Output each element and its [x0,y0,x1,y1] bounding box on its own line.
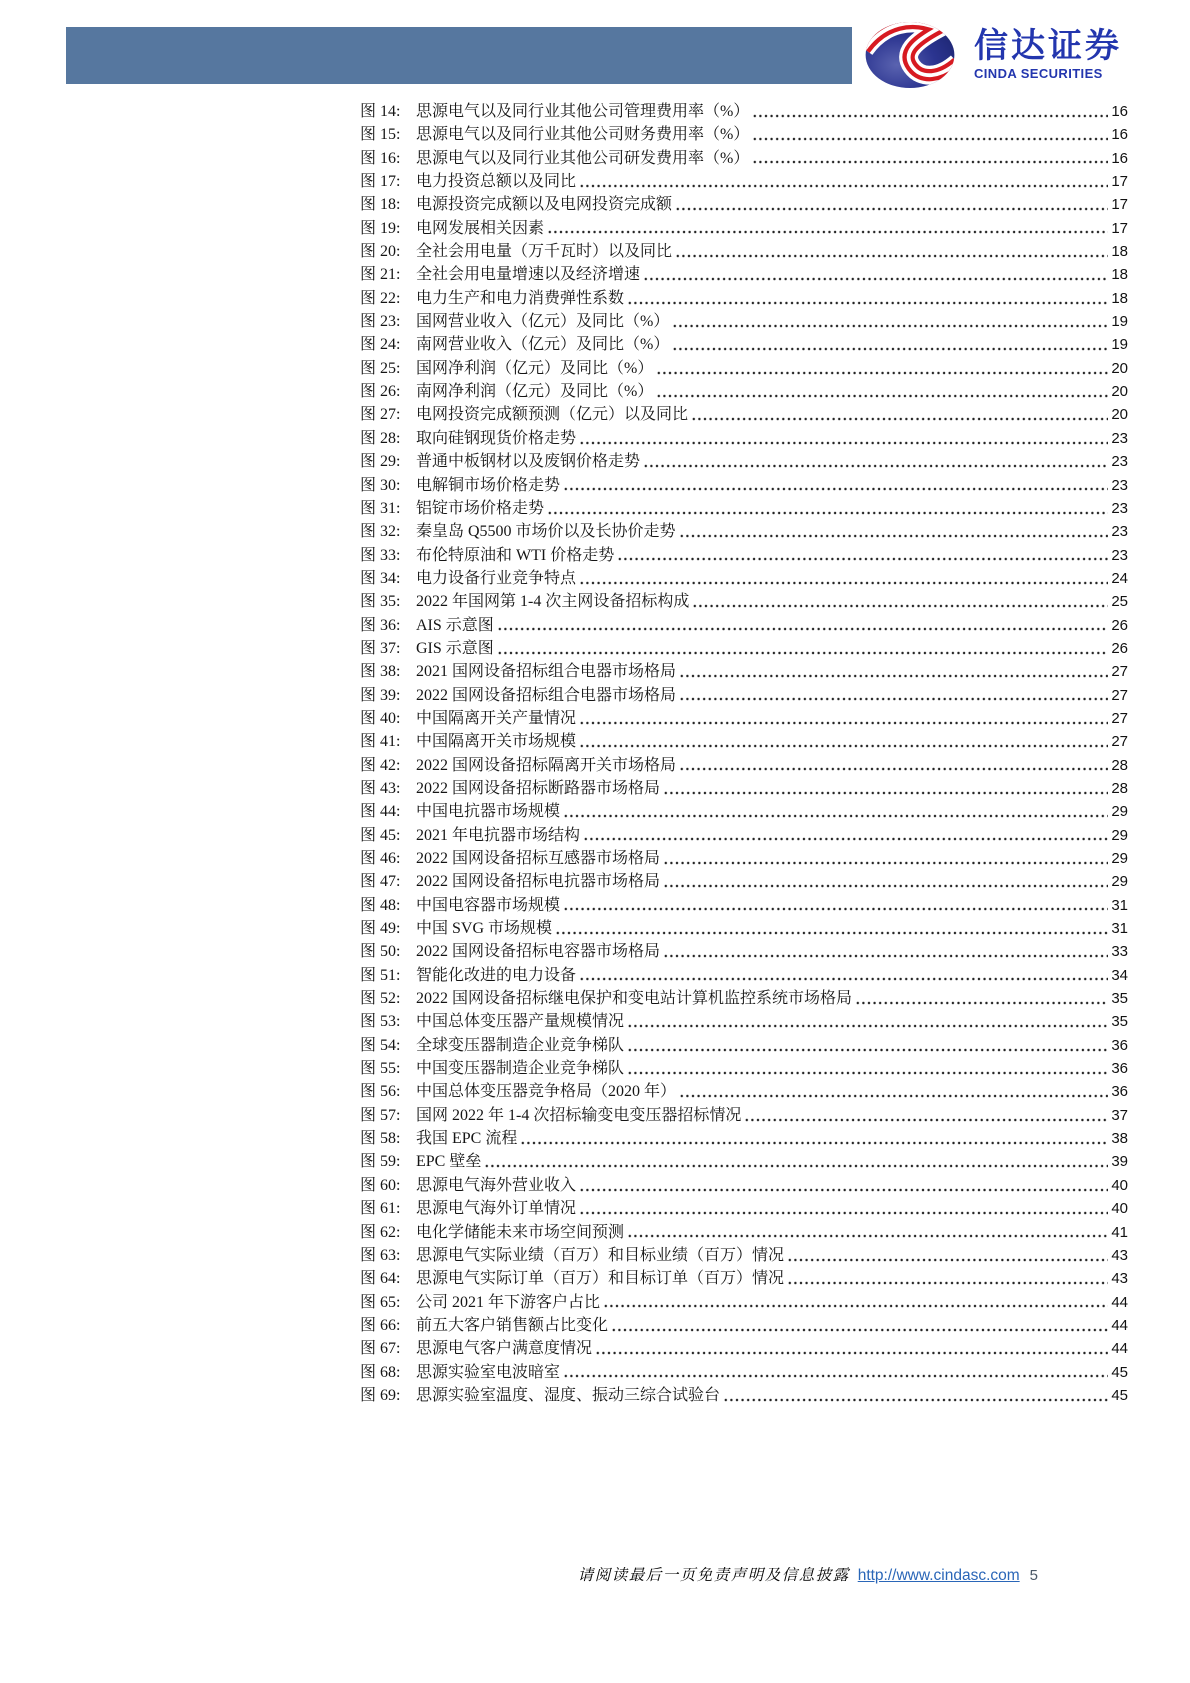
dot-leader [579,567,1108,590]
toc-entry-title: 电源投资完成额以及电网投资完成额 [416,196,673,214]
toc-entry-page: 43 [1111,1270,1128,1288]
dot-leader [563,474,1108,497]
toc-entry-row[interactable] [360,847,1128,870]
toc-entry-label: 图 43: [360,779,401,797]
toc-entry-label: 图 23: [360,313,401,331]
dot-leader [656,380,1108,403]
toc-entry-row[interactable] [360,940,1128,963]
toc-entry-title: 思源电气海外营业收入 [416,1176,577,1194]
dot-leader [679,1080,1108,1103]
dot-leader [595,1337,1108,1360]
toc-entry-row[interactable] [360,1127,1128,1150]
dot-leader [484,1150,1108,1173]
toc-entry-page: 19 [1111,313,1128,331]
toc-entry-title: 中国电抗器市场规模 [416,803,561,821]
toc-entry-title: 南网净利润（亿元）及同比（%） [416,383,654,401]
toc-entry-page: 23 [1111,429,1128,447]
toc-entry-title: 2022 国网设备招标互感器市场格局 [416,850,661,867]
dot-leader [520,1127,1108,1150]
toc-entry-row[interactable] [360,870,1128,893]
toc-entry-label: 图 52: [360,990,401,1008]
dot-leader [497,637,1109,660]
toc-entry-row[interactable] [360,777,1128,800]
toc-entry-row[interactable] [360,660,1128,683]
dot-leader [497,614,1109,637]
toc-entry-page: 20 [1111,383,1128,401]
toc-entry-row[interactable] [360,520,1128,543]
toc-entry-row[interactable] [360,1337,1128,1360]
dot-leader [563,800,1108,823]
toc-entry-label: 图 47: [360,873,401,891]
toc-entry-page: 41 [1111,1223,1128,1241]
toc-entry-row[interactable] [360,637,1128,660]
toc-entry-title: 南网营业收入（亿元）及同比（%） [416,336,670,354]
brand-logo [862,20,1122,90]
toc-entry-page: 24 [1111,569,1128,587]
toc-entry-page: 16 [1111,149,1128,167]
toc-entry-label: 图 38: [360,663,401,681]
toc-entry-label: 图 32: [360,523,401,541]
toc-entry-row[interactable] [360,147,1128,170]
toc-entry-row[interactable] [360,357,1128,380]
dot-leader [643,450,1108,473]
page-number: 5 [1029,1567,1038,1584]
toc-entry-title: 中国 SVG 市场规模 [416,920,553,938]
dot-leader [787,1267,1108,1290]
toc-entry-label: 图 19: [360,219,401,237]
toc-entry-title: 思源电气海外订单情况 [416,1200,577,1218]
toc-entry-page: 39 [1111,1153,1128,1171]
toc-entry-title: 全社会用电量（万千瓦时）以及同比 [416,243,673,261]
toc-entry-title: 2021 年电抗器市场结构 [416,826,581,844]
toc-entry-row[interactable] [360,123,1128,146]
toc-entry-page: 23 [1111,546,1128,564]
toc-entry-page: 40 [1111,1176,1128,1194]
dot-leader [627,1034,1108,1057]
toc-entry-row[interactable] [360,800,1128,823]
toc-entry-page: 40 [1111,1200,1128,1218]
toc-entry-page: 45 [1111,1363,1128,1381]
toc-entry-page: 31 [1111,920,1128,938]
dot-leader [563,894,1108,917]
toc-entry-page: 33 [1111,943,1128,961]
toc-entry-row[interactable] [360,497,1128,520]
toc-entry-page: 18 [1111,266,1128,284]
toc-entry-title: 全社会用电量增速以及经济增速 [416,266,641,284]
toc-entry-label: 图 59: [360,1153,401,1171]
toc-entry-page: 45 [1111,1386,1128,1404]
toc-entry-title: 思源电气客户满意度情况 [416,1340,593,1358]
toc-entry-title: 2022 国网设备招标电抗器市场格局 [416,873,661,891]
toc-entry-title: 2022 国网设备招标继电保护和变电站计算机监控系统市场格局 [416,990,853,1008]
toc-entry-title: 电网投资完成额预测（亿元）以及同比 [416,406,689,424]
dot-leader [627,287,1108,310]
toc-entry-row[interactable] [360,1010,1128,1033]
dot-leader [617,544,1108,567]
toc-entry-title: 思源电气实际业绩（百万）和目标业绩（百万）情况 [416,1246,785,1264]
toc-entry-label: 图 58: [360,1130,401,1148]
toc-entry-page: 44 [1111,1340,1128,1358]
toc-entry-page: 16 [1111,103,1128,120]
toc-entry-title: 电力投资总额以及同比 [416,173,577,191]
toc-entry-title: 前五大客户销售额占比变化 [416,1316,609,1334]
toc-entry-label: 图 62: [360,1223,401,1241]
toc-entry-row[interactable] [360,1267,1128,1290]
toc-entry-page: 36 [1111,1083,1128,1101]
toc-entry-label: 图 21: [360,266,401,284]
toc-entry-page: 27 [1111,733,1128,751]
toc-entry-title: 布伦特原油和 WTI 价格走势 [416,546,615,564]
toc-entry-title: 2021 国网设备招标组合电器市场格局 [416,663,677,681]
toc-entry-row[interactable] [360,240,1128,263]
toc-entry-page: 44 [1111,1316,1128,1334]
figure-toc-list [360,100,1128,1407]
toc-entry-label: 图 26: [360,383,401,401]
toc-entry-row[interactable] [360,170,1128,193]
toc-entry-row[interactable] [360,474,1128,497]
toc-entry-label: 图 31: [360,499,401,517]
toc-entry-title: GIS 示意图 [416,639,494,657]
toc-entry-title: 思源电气以及同行业其他公司研发费用率（%） [416,149,750,167]
toc-entry-row[interactable] [360,1150,1128,1173]
toc-entry-page: 37 [1111,1106,1128,1124]
toc-entry-row[interactable] [360,590,1128,613]
toc-entry-label: 图 27: [360,406,401,424]
footer-disclaimer: 请阅读最后一页免责声明及信息披露 [577,1567,850,1584]
toc-entry-label: 图 67: [360,1340,401,1358]
toc-entry-label: 图 40: [360,709,401,727]
toc-entry-label: 图 49: [360,920,401,938]
toc-entry-page: 36 [1111,1060,1128,1078]
dot-leader [672,310,1108,333]
toc-entry-label: 图 17: [360,173,401,191]
toc-entry-page: 38 [1111,1130,1128,1148]
dot-leader [663,847,1108,870]
toc-entry-row[interactable] [360,100,1128,123]
dot-leader [627,1057,1108,1080]
toc-entry-page: 16 [1111,126,1128,144]
toc-entry-page: 26 [1111,616,1128,634]
dot-leader [579,707,1108,730]
toc-entry-title: 取向硅钢现货价格走势 [416,429,577,447]
toc-entry-label: 图 63: [360,1246,401,1264]
toc-entry-row[interactable] [360,754,1128,777]
header-bar [66,27,852,84]
toc-entry-page: 17 [1111,196,1128,214]
toc-entry-page: 17 [1111,219,1128,237]
toc-entry-label: 图 42: [360,756,401,774]
toc-entry-page: 44 [1111,1293,1128,1311]
toc-entry-title: 2022 国网设备招标隔离开关市场格局 [416,756,677,774]
toc-entry-page: 17 [1111,173,1128,191]
toc-entry-row[interactable] [360,824,1128,847]
toc-entry-page: 34 [1111,966,1128,984]
dot-leader [752,100,1108,123]
toc-entry-row[interactable] [360,1291,1128,1314]
toc-entry-label: 图 25: [360,359,401,377]
dot-leader [663,940,1108,963]
toc-entry-title: EPC 壁垒 [416,1153,482,1171]
toc-entry-page: 31 [1111,896,1128,914]
dot-leader [579,427,1108,450]
dot-leader [611,1314,1108,1337]
toc-entry-page: 19 [1111,336,1128,354]
toc-entry-row[interactable] [360,1034,1128,1057]
dot-leader [643,263,1108,286]
dot-leader [691,403,1108,426]
toc-entry-label: 图 56: [360,1083,401,1101]
toc-entry-label: 图 57: [360,1106,401,1124]
toc-entry-title: 中国变压器制造企业竞争梯队 [416,1060,625,1078]
toc-entry-label: 图 18: [360,196,401,214]
toc-entry-title: 思源实验室温度、湿度、振动三综合试验台 [416,1386,721,1404]
toc-entry-page: 43 [1111,1246,1128,1264]
toc-entry-page: 23 [1111,499,1128,517]
toc-entry-title: 电力生产和电力消费弹性系数 [416,289,625,307]
toc-entry-page: 25 [1111,593,1128,611]
toc-entry-page: 18 [1111,289,1128,307]
toc-entry-label: 图 37: [360,639,401,657]
toc-entry-title: 中国隔离开关产量情况 [416,709,577,727]
dot-leader [675,193,1108,216]
dot-leader [627,1221,1108,1244]
toc-entry-label: 图 68: [360,1363,401,1381]
toc-entry-title: 国网 2022 年 1-4 次招标输变电变压器招标情况 [416,1106,742,1124]
dot-leader [752,147,1108,170]
toc-entry-title: 电解铜市场价格走势 [416,476,561,494]
toc-entry-label: 图 14: [360,103,401,120]
toc-entry-title: 2022 年国网第 1-4 次主网设备招标构成 [416,593,690,611]
toc-entry-label: 图 65: [360,1293,401,1311]
toc-entry-label: 图 46: [360,850,401,867]
toc-entry-label: 图 35: [360,593,401,611]
dot-leader [679,520,1109,543]
toc-entry-page: 29 [1111,873,1128,891]
toc-entry-page: 20 [1111,406,1128,424]
dot-leader [675,240,1108,263]
toc-entry-title: 普通中板钢材以及废钢价格走势 [416,453,641,471]
dot-leader [855,987,1108,1010]
dot-leader [603,1291,1108,1314]
dot-leader [579,1174,1108,1197]
toc-entry-label: 图 60: [360,1176,401,1194]
toc-entry-title: 中国电容器市场规模 [416,896,561,914]
toc-entry-row[interactable] [360,1174,1128,1197]
dot-leader [744,1104,1108,1127]
brand-name-en: CINDA SECURITIES [974,65,1103,81]
toc-entry-label: 图 24: [360,336,401,354]
toc-entry-label: 图 66: [360,1316,401,1334]
dot-leader [656,357,1108,380]
toc-entry-row[interactable] [360,263,1128,286]
toc-entry-title: 思源电气实际订单（百万）和目标订单（百万）情况 [416,1270,785,1288]
toc-entry-page: 35 [1111,990,1128,1008]
toc-entry-label: 图 29: [360,453,401,471]
toc-entry-row[interactable] [360,333,1128,356]
toc-entry-row[interactable] [360,567,1128,590]
toc-entry-title: 全球变压器制造企业竞争梯队 [416,1036,625,1054]
toc-entry-label: 图 50: [360,943,401,961]
toc-entry-label: 图 33: [360,546,401,564]
toc-entry-title: 电力设备行业竞争特点 [416,569,577,587]
toc-entry-page: 27 [1111,709,1128,727]
toc-entry-row[interactable] [360,987,1128,1010]
dot-leader [679,660,1108,683]
dot-leader [579,730,1108,753]
toc-entry-row[interactable] [360,894,1128,917]
dot-leader [579,964,1108,987]
toc-entry-row[interactable] [360,427,1128,450]
toc-entry-row[interactable] [360,287,1128,310]
toc-entry-label: 图 51: [360,966,401,984]
toc-entry-row[interactable] [360,1244,1128,1267]
toc-entry-label: 图 41: [360,733,401,751]
toc-entry-label: 图 64: [360,1270,401,1288]
toc-entry-label: 图 55: [360,1060,401,1078]
toc-entry-label: 图 20: [360,243,401,261]
dot-leader [679,684,1108,707]
toc-entry-title: 中国隔离开关市场规模 [416,733,577,751]
toc-entry-row[interactable] [360,614,1128,637]
toc-entry-title: 2022 国网设备招标组合电器市场格局 [416,686,677,704]
dot-leader [583,824,1108,847]
toc-entry-title: 智能化改进的电力设备 [416,966,577,984]
toc-entry-title: 思源实验室电波暗室 [416,1363,561,1381]
toc-entry-page: 23 [1111,453,1128,471]
toc-entry-page: 29 [1111,826,1128,844]
toc-entry-label: 图 22: [360,289,401,307]
toc-entry-page: 23 [1111,476,1128,494]
toc-entry-title: 铝锭市场价格走势 [416,499,545,517]
dot-leader [663,777,1108,800]
toc-entry-page: 28 [1111,779,1128,797]
dot-leader [672,333,1108,356]
toc-entry-label: 图 53: [360,1013,401,1031]
toc-entry-row[interactable] [360,964,1128,987]
toc-entry-title: 思源电气以及同行业其他公司财务费用率（%） [416,126,750,144]
toc-entry-label: 图 34: [360,569,401,587]
toc-entry-page: 27 [1111,686,1128,704]
cinda-logo-icon [862,21,958,89]
toc-entry-label: 图 30: [360,476,401,494]
footer-website-link[interactable]: http://www.cindasc.com [857,1567,1020,1584]
toc-entry-title: 国网营业收入（亿元）及同比（%） [416,313,670,331]
toc-entry-label: 图 54: [360,1036,401,1054]
dot-leader [663,870,1108,893]
toc-entry-label: 图 44: [360,803,401,821]
toc-entry-row[interactable] [360,1221,1128,1244]
toc-entry-title: 2022 国网设备招标电容器市场格局 [416,943,661,961]
toc-entry-title: 国网净利润（亿元）及同比（%） [416,359,654,377]
toc-entry-page: 36 [1111,1036,1128,1054]
toc-entry-title: 中国总体变压器竞争格局（2020 年） [416,1083,677,1101]
toc-entry-page: 28 [1111,756,1128,774]
toc-entry-page: 20 [1111,359,1128,377]
dot-leader [787,1244,1108,1267]
toc-entry-title: 电网发展相关因素 [416,219,545,237]
brand-name-cn: 信达证券 [974,27,1122,66]
toc-entry-row[interactable] [360,707,1128,730]
toc-entry-row[interactable] [360,1361,1128,1384]
toc-entry-page: 27 [1111,663,1128,681]
toc-entry-row[interactable] [360,1197,1128,1220]
dot-leader [579,170,1108,193]
toc-entry-row[interactable] [360,684,1128,707]
toc-entry-label: 图 69: [360,1386,401,1404]
dot-leader [579,1197,1108,1220]
toc-entry-title: 我国 EPC 流程 [416,1130,518,1148]
toc-entry-page: 18 [1111,243,1128,261]
dot-leader [752,123,1108,146]
toc-entry-label: 图 28: [360,429,401,447]
toc-entry-title: 思源电气以及同行业其他公司管理费用率（%） [416,103,750,120]
toc-entry-row[interactable] [360,1104,1128,1127]
dot-leader [692,590,1108,613]
toc-entry-row[interactable] [360,544,1128,567]
toc-entry-label: 图 45: [360,826,401,844]
dot-leader [679,754,1108,777]
toc-entry-page: 26 [1111,639,1128,657]
toc-entry-row[interactable] [360,310,1128,333]
toc-entry-row[interactable] [360,217,1128,240]
toc-entry-row[interactable] [360,1384,1128,1407]
toc-entry-title: 公司 2021 年下游客户占比 [416,1293,601,1311]
toc-entry-label: 图 61: [360,1200,401,1218]
toc-entry-label: 图 36: [360,616,401,634]
toc-entry-label: 图 16: [360,149,401,167]
dot-leader [547,217,1108,240]
toc-entry-row[interactable] [360,403,1128,426]
toc-entry-page: 23 [1111,523,1128,541]
dot-leader [555,917,1108,940]
toc-entry-label: 图 39: [360,686,401,704]
dot-leader [563,1361,1108,1384]
toc-entry-title: AIS 示意图 [416,616,494,634]
page-footer [0,1563,1038,1585]
toc-entry-label: 图 48: [360,896,401,914]
toc-entry-row[interactable] [360,1057,1128,1080]
toc-entry-page: 29 [1111,803,1128,821]
toc-entry-page: 29 [1111,850,1128,867]
dot-leader [547,497,1108,520]
toc-entry-row[interactable] [360,450,1128,473]
toc-entry-label: 图 15: [360,126,401,144]
dot-leader [723,1384,1108,1407]
toc-entry-row[interactable] [360,730,1128,753]
toc-entry-page: 35 [1111,1013,1128,1031]
toc-entry-title: 秦皇岛 Q5500 市场价以及长协价走势 [416,523,676,541]
dot-leader [627,1010,1108,1033]
toc-entry-row[interactable] [360,1314,1128,1337]
toc-entry-row[interactable] [360,380,1128,403]
toc-entry-title: 2022 国网设备招标断路器市场格局 [416,779,661,797]
toc-entry-title: 电化学储能未来市场空间预测 [416,1223,625,1241]
toc-entry-row[interactable] [360,917,1128,940]
toc-entry-title: 中国总体变压器产量规模情况 [416,1013,625,1031]
toc-entry-row[interactable] [360,193,1128,216]
toc-entry-row[interactable] [360,1080,1128,1103]
